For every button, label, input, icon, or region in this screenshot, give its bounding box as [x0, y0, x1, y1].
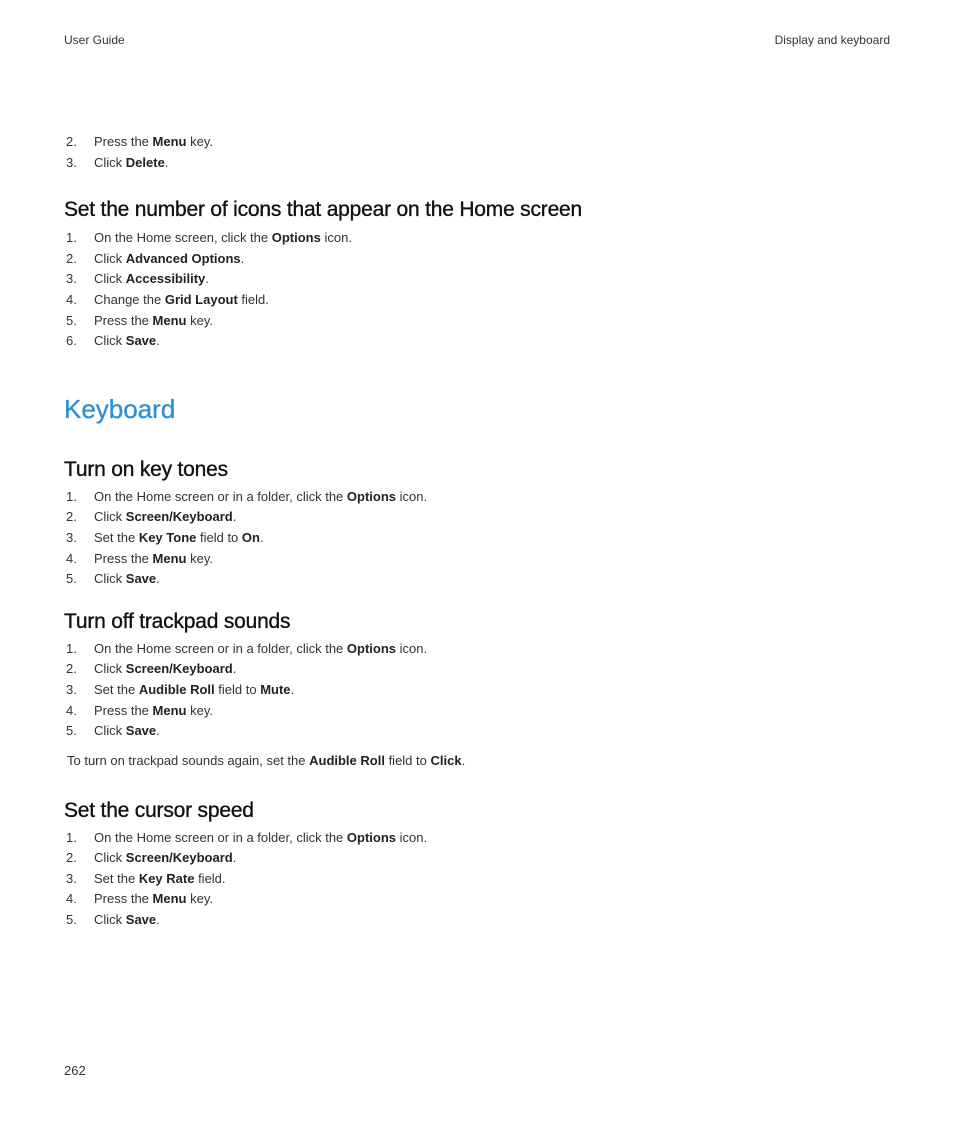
- ui-term: Save: [125, 571, 157, 587]
- step-text: field.: [237, 291, 269, 307]
- ui-term: Screen/Keyboard: [125, 509, 233, 525]
- ui-term: Audible Roll: [138, 681, 215, 697]
- ui-term: Key Rate: [138, 870, 195, 886]
- step-instruction: [94, 487, 427, 508]
- step-item: [64, 311, 890, 332]
- step-number: 3.: [66, 529, 77, 545]
- step-number: 3.: [66, 681, 77, 697]
- step-instruction: [94, 721, 160, 742]
- step-number: 5.: [66, 312, 77, 328]
- step-text: On the Home screen, click the: [94, 230, 272, 246]
- step-text: .: [232, 661, 237, 677]
- step-text: .: [164, 154, 169, 170]
- step-text: Press the: [94, 702, 153, 718]
- step-number: 1.: [66, 829, 77, 845]
- step-item: [64, 528, 890, 549]
- step-item: [64, 910, 890, 931]
- step-text: On the Home screen or in a folder, click the: [94, 640, 347, 656]
- step-text: Click: [94, 509, 126, 525]
- step-item: [64, 507, 890, 528]
- step-text: field.: [194, 870, 226, 886]
- step-instruction: [94, 269, 209, 290]
- step-instruction: [94, 828, 427, 849]
- step-text: .: [156, 723, 160, 739]
- step-text: Click: [94, 661, 126, 677]
- step-number: 3.: [66, 870, 77, 886]
- step-item: [64, 331, 890, 352]
- section-title-key-tones: Turn on key tones: [64, 457, 228, 481]
- step-text: field to: [196, 529, 242, 545]
- step-text: .: [156, 912, 160, 928]
- step-item: [64, 828, 890, 849]
- step-text: Click: [94, 154, 126, 170]
- ui-term: Delete: [125, 154, 165, 170]
- step-instruction: [94, 290, 269, 311]
- step-instruction: [94, 228, 352, 249]
- step-text: icon.: [396, 488, 428, 504]
- step-text: .: [232, 509, 237, 525]
- step-text: Click: [94, 571, 126, 587]
- step-text: Change the: [94, 291, 165, 307]
- ui-term: On: [241, 529, 260, 545]
- step-number: 4.: [66, 550, 77, 566]
- step-text: field to: [384, 752, 431, 768]
- ui-term: Menu: [152, 312, 187, 328]
- step-number: 5.: [66, 723, 77, 739]
- section-title-trackpad-sounds: Turn off trackpad sounds: [64, 609, 291, 633]
- ui-term: Options: [346, 829, 397, 845]
- step-text: .: [290, 681, 295, 697]
- running-header-left: User Guide: [64, 33, 125, 47]
- step-number: 3.: [66, 154, 77, 170]
- step-text: Click: [94, 723, 126, 739]
- step-text: .: [232, 850, 237, 866]
- step-item: [64, 132, 890, 153]
- step-instruction: [94, 331, 160, 352]
- step-number: 2.: [66, 134, 77, 149]
- step-text: .: [461, 752, 466, 768]
- step-item: [64, 487, 890, 508]
- trackpad-note: [64, 753, 890, 768]
- step-instruction: [94, 249, 244, 270]
- step-number: 2.: [66, 661, 77, 677]
- step-text: .: [259, 529, 264, 545]
- ui-term: Screen/Keyboard: [125, 661, 233, 677]
- step-instruction: [94, 910, 160, 931]
- step-instruction: [94, 528, 264, 549]
- continued-steps-list: [64, 132, 890, 173]
- step-instruction: [94, 680, 294, 701]
- step-text: On the Home screen or in a folder, click the: [94, 488, 347, 504]
- step-text: icon.: [396, 640, 428, 656]
- step-number: 1.: [66, 230, 77, 246]
- step-item: [64, 680, 890, 701]
- step-number: 1.: [66, 488, 77, 504]
- page-number: 262: [64, 1063, 86, 1078]
- step-item: [64, 269, 890, 290]
- step-text: On the Home screen or in a folder, click the: [94, 829, 347, 845]
- step-item: [64, 228, 890, 249]
- step-text: .: [240, 250, 245, 266]
- ui-term: Mute: [260, 681, 291, 697]
- step-item: [64, 869, 890, 890]
- step-text: key.: [186, 550, 213, 566]
- step-text: .: [205, 271, 209, 287]
- cursor-speed-steps-list: [64, 828, 890, 931]
- step-instruction: [94, 639, 427, 660]
- step-text: key.: [186, 134, 213, 149]
- step-item: [64, 569, 890, 590]
- step-text: Set the: [94, 529, 139, 545]
- ui-term: Save: [125, 912, 157, 928]
- ui-term: Advanced Options: [125, 250, 241, 266]
- page-content: [64, 132, 890, 931]
- step-item: [64, 249, 890, 270]
- step-number: 1.: [66, 640, 77, 656]
- step-text: Click: [94, 250, 126, 266]
- step-instruction: [94, 153, 168, 174]
- step-instruction: [94, 848, 236, 869]
- step-item: [64, 549, 890, 570]
- step-number: 2.: [66, 509, 77, 525]
- step-text: Press the: [94, 312, 153, 328]
- ui-term: Grid Layout: [164, 291, 238, 307]
- step-text: key.: [186, 702, 213, 718]
- step-text: Click: [94, 333, 126, 349]
- step-text: Set the: [94, 681, 139, 697]
- ui-term: Click: [430, 752, 462, 768]
- ui-term: Options: [271, 230, 321, 246]
- ui-term: Screen/Keyboard: [125, 850, 233, 866]
- step-text: .: [156, 333, 160, 349]
- ui-term: Save: [125, 333, 157, 349]
- step-item: [64, 889, 890, 910]
- step-instruction: [94, 569, 160, 590]
- step-number: 5.: [66, 912, 77, 928]
- step-item: [64, 639, 890, 660]
- step-instruction: [94, 869, 226, 890]
- step-text: key.: [186, 891, 213, 907]
- step-item: [64, 721, 890, 742]
- ui-term: Options: [346, 488, 397, 504]
- step-item: [64, 701, 890, 722]
- step-text: Press the: [94, 134, 153, 149]
- step-text: icon.: [320, 230, 352, 246]
- step-text: icon.: [396, 829, 428, 845]
- ui-term: Audible Roll: [309, 752, 385, 768]
- step-number: 6.: [66, 333, 77, 349]
- step-text: Set the: [94, 870, 139, 886]
- running-header-right: Display and keyboard: [774, 33, 890, 47]
- home-icons-steps-list: [64, 228, 890, 352]
- step-instruction: [94, 132, 213, 153]
- step-text: key.: [186, 312, 213, 328]
- step-instruction: [94, 701, 213, 722]
- ui-term: Save: [125, 723, 157, 739]
- step-item: [64, 848, 890, 869]
- step-number: 3.: [66, 271, 77, 287]
- step-text: Click: [94, 912, 126, 928]
- ui-term: Menu: [152, 891, 187, 907]
- step-instruction: [94, 659, 236, 680]
- step-instruction: [94, 311, 213, 332]
- trackpad-steps-list: [64, 639, 890, 742]
- step-item: [64, 290, 890, 311]
- step-text: Click: [94, 850, 126, 866]
- chapter-title-keyboard: Keyboard: [64, 393, 176, 424]
- step-text: To turn on trackpad sounds again, set the: [67, 752, 310, 768]
- step-item: [64, 153, 890, 174]
- step-text: Press the: [94, 891, 153, 907]
- step-number: 2.: [66, 850, 77, 866]
- ui-term: Menu: [152, 550, 187, 566]
- ui-term: Menu: [152, 134, 187, 149]
- ui-term: Accessibility: [125, 271, 206, 287]
- ui-term: Menu: [152, 702, 187, 718]
- key-tones-steps-list: [64, 487, 890, 590]
- step-text: Press the: [94, 550, 153, 566]
- step-instruction: [94, 507, 236, 528]
- step-number: 4.: [66, 891, 77, 907]
- step-text: Click: [94, 271, 126, 287]
- ui-term: Key Tone: [138, 529, 197, 545]
- step-text: field to: [214, 681, 261, 697]
- section-title-cursor-speed: Set the cursor speed: [64, 798, 254, 822]
- step-number: 4.: [66, 702, 77, 718]
- step-number: 4.: [66, 291, 77, 307]
- step-item: [64, 659, 890, 680]
- section-title-home-icons: Set the number of icons that appear on the Home screen: [64, 198, 583, 222]
- step-instruction: [94, 549, 213, 570]
- step-number: 5.: [66, 571, 77, 587]
- step-instruction: [94, 889, 213, 910]
- step-text: .: [156, 571, 160, 587]
- ui-term: Options: [346, 640, 397, 656]
- step-number: 2.: [66, 250, 77, 266]
